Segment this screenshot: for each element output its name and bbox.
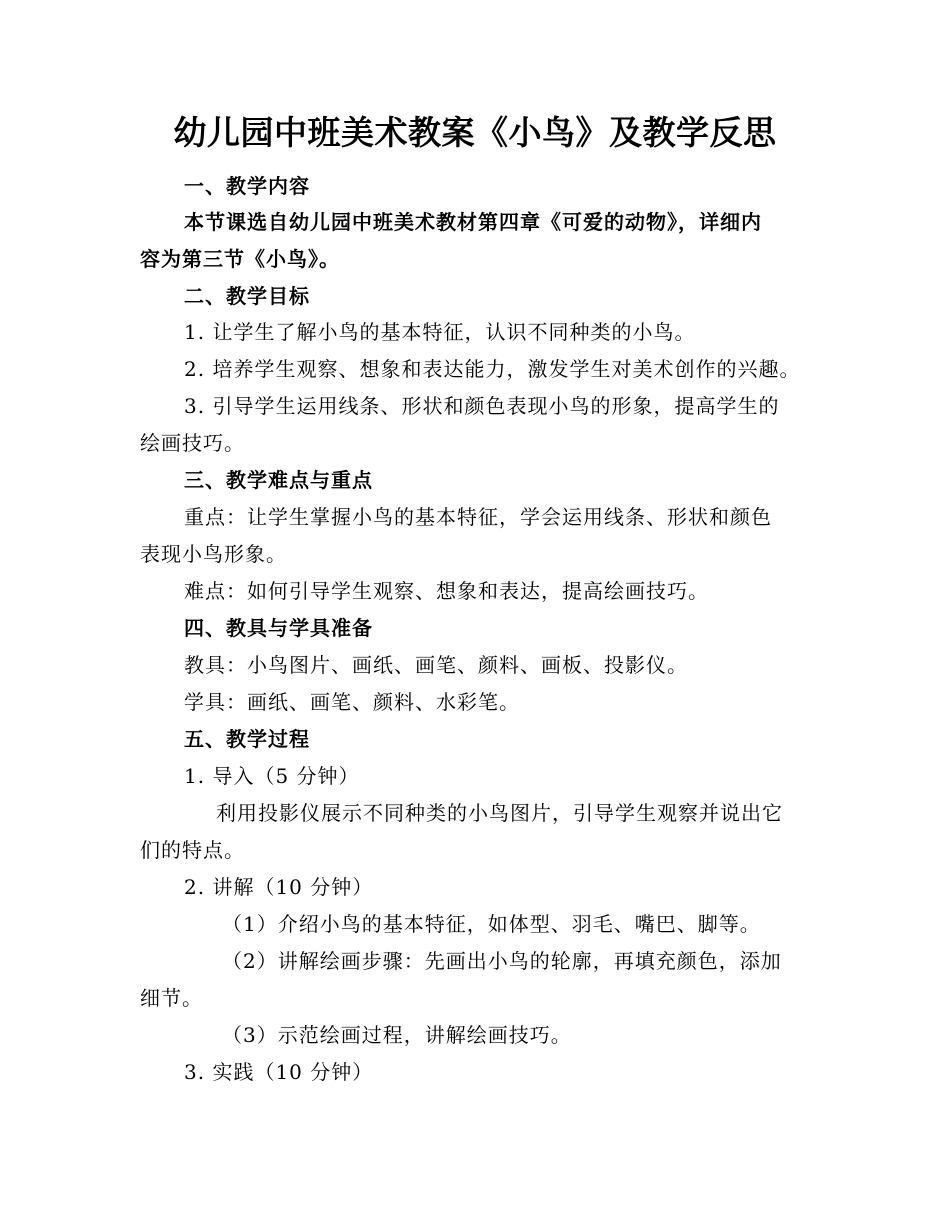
teacher-materials: 教具：小鸟图片、画纸、画笔、颜料、画板、投影仪。 — [184, 653, 688, 677]
process-step-2-sub-2-line2: 细节。 — [140, 986, 203, 1010]
section-heading-materials: 四、教具与学具准备 — [184, 616, 373, 640]
section-heading-goals: 二、教学目标 — [184, 284, 310, 308]
process-step-2-sub-3: （3）示范绘画过程，讲解绘画技巧。 — [222, 1023, 572, 1047]
student-materials: 学具：画纸、画笔、颜料、水彩笔。 — [184, 690, 520, 714]
process-step-1: 1. 导入（5 分钟） — [184, 764, 360, 788]
goal-item-2: 2. 培养学生观察、想象和表达能力，激发学生对美术创作的兴趣。 — [184, 357, 801, 381]
content-text-line1: 本节课选自幼儿园中班美术教材第四章《可爱的动物》，详细内 — [184, 210, 762, 234]
process-step-2: 2. 讲解（10 分钟） — [184, 875, 374, 899]
process-step-1-text-line1: 利用投影仪展示不同种类的小鸟图片，引导学生观察并说出它 — [216, 801, 783, 825]
key-point-line2: 表现小鸟形象。 — [140, 542, 287, 566]
goal-item-1: 1. 让学生了解小鸟的基本特征，认识不同种类的小鸟。 — [184, 320, 696, 344]
goal-item-3-line1: 3. 引导学生运用线条、形状和颜色表现小鸟的形象，提高学生的 — [184, 394, 780, 418]
goal-item-3-line2: 绘画技巧。 — [140, 431, 245, 455]
section-heading-key-points: 三、教学难点与重点 — [184, 468, 373, 492]
section-heading-process: 五、教学过程 — [184, 727, 310, 751]
document-title: 幼儿园中班美术教案《小鸟》及教学反思 — [173, 113, 777, 152]
content-text-line2: 容为第三节《小鸟》。 — [140, 247, 340, 271]
section-heading-content: 一、教学内容 — [184, 174, 310, 198]
process-step-1-text-line2: 们的特点。 — [140, 838, 245, 862]
difficulty-point: 难点：如何引导学生观察、想象和表达，提高绘画技巧。 — [184, 579, 709, 603]
process-step-2-sub-1: （1）介绍小鸟的基本特征，如体型、羽毛、嘴巴、脚等。 — [222, 912, 761, 936]
process-step-2-sub-2-line1: （2）讲解绘画步骤：先画出小鸟的轮廓，再填充颜色，添加 — [222, 949, 782, 973]
process-step-3: 3. 实践（10 分钟） — [184, 1060, 374, 1084]
key-point-line1: 重点：让学生掌握小鸟的基本特征，学会运用线条、形状和颜色 — [184, 505, 772, 529]
